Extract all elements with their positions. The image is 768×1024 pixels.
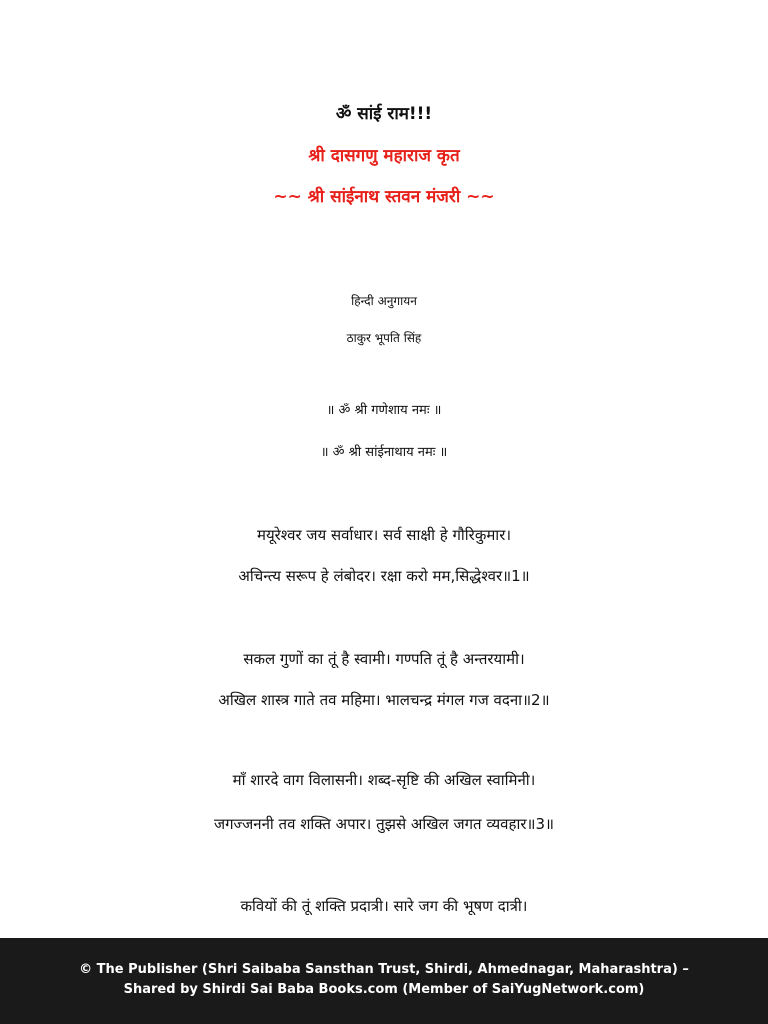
- verse-1-line-2: अचिन्त्य सरूप हे लंबोदर। रक्षा करो मम,सिद्धेश्वर॥1॥: [238, 567, 530, 585]
- translator-name: ठाकुर भूपति सिंह: [346, 331, 422, 345]
- work-title: ~~ श्री सांईनाथ स्तवन मंजरी ~~: [273, 187, 495, 207]
- verse-2-line-1: सकल गुणों का तूं है स्वामी। गण्पति तूं है अन्तरयामी।: [243, 650, 525, 668]
- author-title: श्री दासगणु महाराज कृत: [308, 146, 460, 166]
- verse-2-line-2: अखिल शास्त्र गाते तव महिमा। भालचन्द्र मंगल गज वदना॥2॥: [218, 691, 550, 709]
- verse-3-line-1: माँ शारदे वाग विलासनी। शब्द-सृष्टि की अखिल स्वामिनी।: [232, 771, 536, 789]
- invocation-title: ॐ सांई राम!!!: [335, 104, 433, 124]
- invocation-ganesha: ॥ ॐ श्री गणेशाय नमः ॥: [326, 403, 442, 418]
- invocation-sainath: ॥ ॐ श्री सांईनाथाय नमः ॥: [320, 445, 448, 460]
- translation-label: हिन्दी अनुगायन: [351, 294, 417, 308]
- verse-1-line-1: मयूरेश्वर जय सर्वाधार। सर्व साक्षी हे गौरिकुमार।: [256, 526, 512, 544]
- footer-shared-by: Shared by Shirdi Sai Baba Books.com (Member of SaiYugNetwork.com): [123, 982, 645, 997]
- publisher-footer: [0, 938, 768, 1024]
- verse-3-line-2: जगज्जननी तव शक्ति अपार। तुझसे अखिल जगत व्यवहार॥3॥: [213, 815, 555, 833]
- verse-4-line-1: कवियों की तूं शक्ति प्रदात्री। सारे जग की भूषण दात्री।: [240, 897, 528, 915]
- footer-copyright: © The Publisher (Shri Saibaba Sansthan Trust, Shirdi, Ahmednagar, Maharashtra) –: [79, 962, 689, 977]
